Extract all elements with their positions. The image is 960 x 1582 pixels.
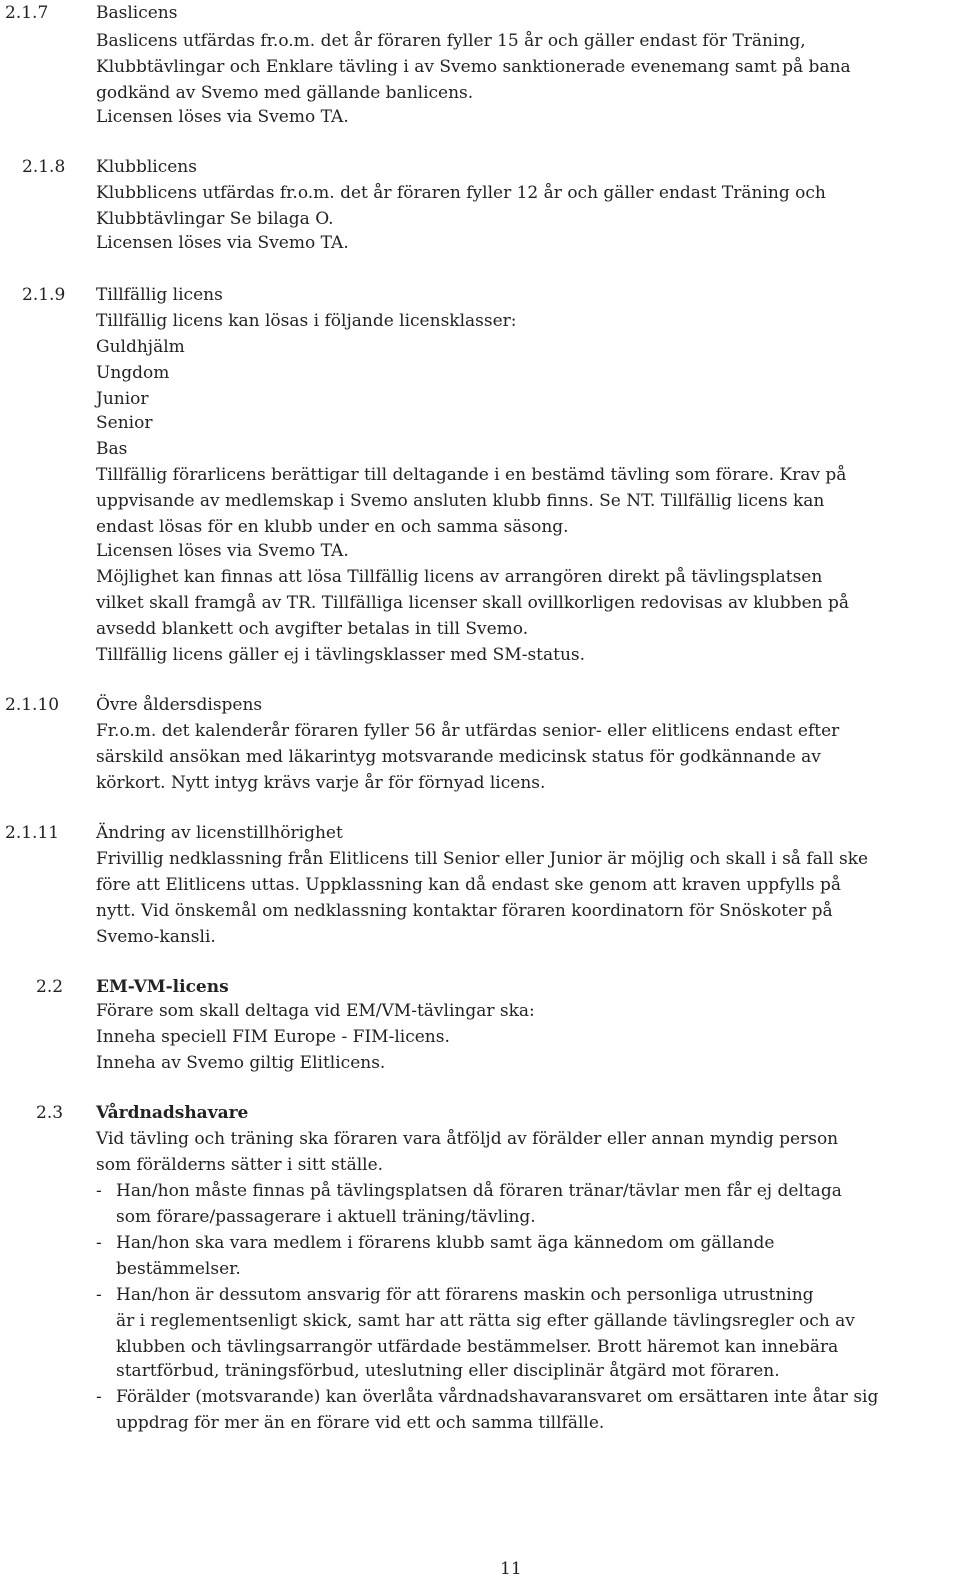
body-line: Klubbtävlingar Se bilaga O. [96,209,334,229]
section-title: Vårdnadshavare [96,1103,249,1123]
list-item: Guldhjälm [96,337,185,357]
bullet-line: Han/hon ska vara medlem i förarens klubb samt äga kännedom om gällande [116,1233,775,1253]
body-line: vilket skall framgå av TR. Tillfälliga licenser skall ovillkorligen redovisas av klubben på [96,593,850,613]
body-line: avsedd blankett och avgifter betalas in till Svemo. [96,619,529,639]
body-line: Svemo-kansli. [96,927,216,947]
section-number: 2.1.11 [5,823,60,843]
body-line: endast lösas för en klubb under en och samma säsong. [96,517,569,537]
section-title: Ändring av licenstillhörighet [96,823,343,843]
body-line: Licensen löses via Svemo TA. [96,541,349,561]
bullet-line: är i reglementsenligt skick, samt har att rätta sig efter gällande tävlingsregler och av [116,1311,855,1331]
section-title: Tillfällig licens [96,285,223,305]
body-line: Tillfällig förarlicens berättigar till deltagande i en bestämd tävling som förare. Krav på [96,465,847,485]
bullet-line: som förare/passagerare i aktuell träning/tävling. [116,1207,536,1227]
section-title: Baslicens [96,3,178,23]
section-number: 2.1.10 [5,695,60,715]
list-item: Bas [96,439,128,459]
bullet-line: uppdrag för mer än en förare vid ett och samma tillfälle. [116,1413,605,1433]
body-line: godkänd av Svemo med gällande banlicens. [96,83,474,103]
section-title: Övre åldersdispens [96,695,263,715]
section-number: 2.2 [36,977,64,997]
body-line: Tillfällig licens kan lösas i följande licensklasser: [96,311,517,331]
section-title: EM-VM-licens [96,977,229,997]
body-line: Frivillig nedklassning från Elitlicens till Senior eller Junior är möjlig och skall i så fall ske [96,849,869,869]
body-line: Möjlighet kan finnas att lösa Tillfällig licens av arrangören direkt på tävlingsplatsen [96,567,823,587]
bullet-line: startförbud, träningsförbud, uteslutning eller disciplinär åtgärd mot föraren. [116,1361,780,1381]
body-line: Vid tävling och träning ska föraren vara åtföljd av förälder eller annan myndig person [96,1129,839,1149]
bullet-dash: - [96,1285,102,1305]
section-number: 2.1.8 [22,157,66,177]
bullet-line: Han/hon är dessutom ansvarig för att förarens maskin och personliga utrustning [116,1285,814,1305]
bullet-dash: - [96,1387,102,1407]
body-line: Inneha av Svemo giltig Elitlicens. [96,1053,386,1073]
bullet-line: bestämmelser. [116,1259,241,1279]
body-line: körkort. Nytt intyg krävs varje år för förnyad licens. [96,773,546,793]
body-line: Fr.o.m. det kalenderår föraren fyller 56 år utfärdas senior- eller elitlicens endast efter [96,721,840,741]
section-number: 2.3 [36,1103,64,1123]
body-line: Tillfällig licens gäller ej i tävlingsklasser med SM-status. [96,645,586,665]
body-line: Klubblicens utfärdas fr.o.m. det år föraren fyller 12 år och gäller endast Träning och [96,183,826,203]
body-line: Licensen löses via Svemo TA. [96,233,349,253]
body-line: Klubbtävlingar och Enklare tävling i av Svemo sanktionerade evenemang samt på bana [96,57,851,77]
body-line: Förare som skall deltaga vid EM/VM-tävlingar ska: [96,1001,535,1021]
body-line: uppvisande av medlemskap i Svemo ansluten klubb finns. Se NT. Tillfällig licens kan [96,491,825,511]
body-line: Licensen löses via Svemo TA. [96,107,349,127]
list-item: Ungdom [96,363,170,383]
list-item: Junior [96,389,149,409]
bullet-line: klubben och tävlingsarrangör utfärdade bestämmelser. Brott häremot kan innebära [116,1337,839,1357]
bullet-line: Han/hon måste finnas på tävlingsplatsen då föraren tränar/tävlar men får ej deltaga [116,1181,842,1201]
bullet-line: Förälder (motsvarande) kan överlåta vårdnadshavaransvaret om ersättaren inte åtar sig [116,1387,879,1407]
body-line: nytt. Vid önskemål om nedklassning kontaktar föraren koordinatorn för Snöskoter på [96,901,833,921]
body-line: som förälderns sätter i sitt ställe. [96,1155,384,1175]
bullet-dash: - [96,1233,102,1253]
section-number: 2.1.9 [22,285,66,305]
body-line: före att Elitlicens uttas. Uppklassning kan då endast ske genom att kraven uppfylls på [96,875,842,895]
section-number: 2.1.7 [5,3,49,23]
section-title: Klubblicens [96,157,197,177]
body-line: särskild ansökan med läkarintyg motsvarande medicinsk status för godkännande av [96,747,821,767]
list-item: Senior [96,413,153,433]
bullet-dash: - [96,1181,102,1201]
page-number: 11 [500,1559,522,1579]
body-line: Baslicens utfärdas fr.o.m. det år föraren fyller 15 år och gäller endast för Träning, [96,31,806,51]
body-line: Inneha speciell FIM Europe - FIM-licens. [96,1027,450,1047]
